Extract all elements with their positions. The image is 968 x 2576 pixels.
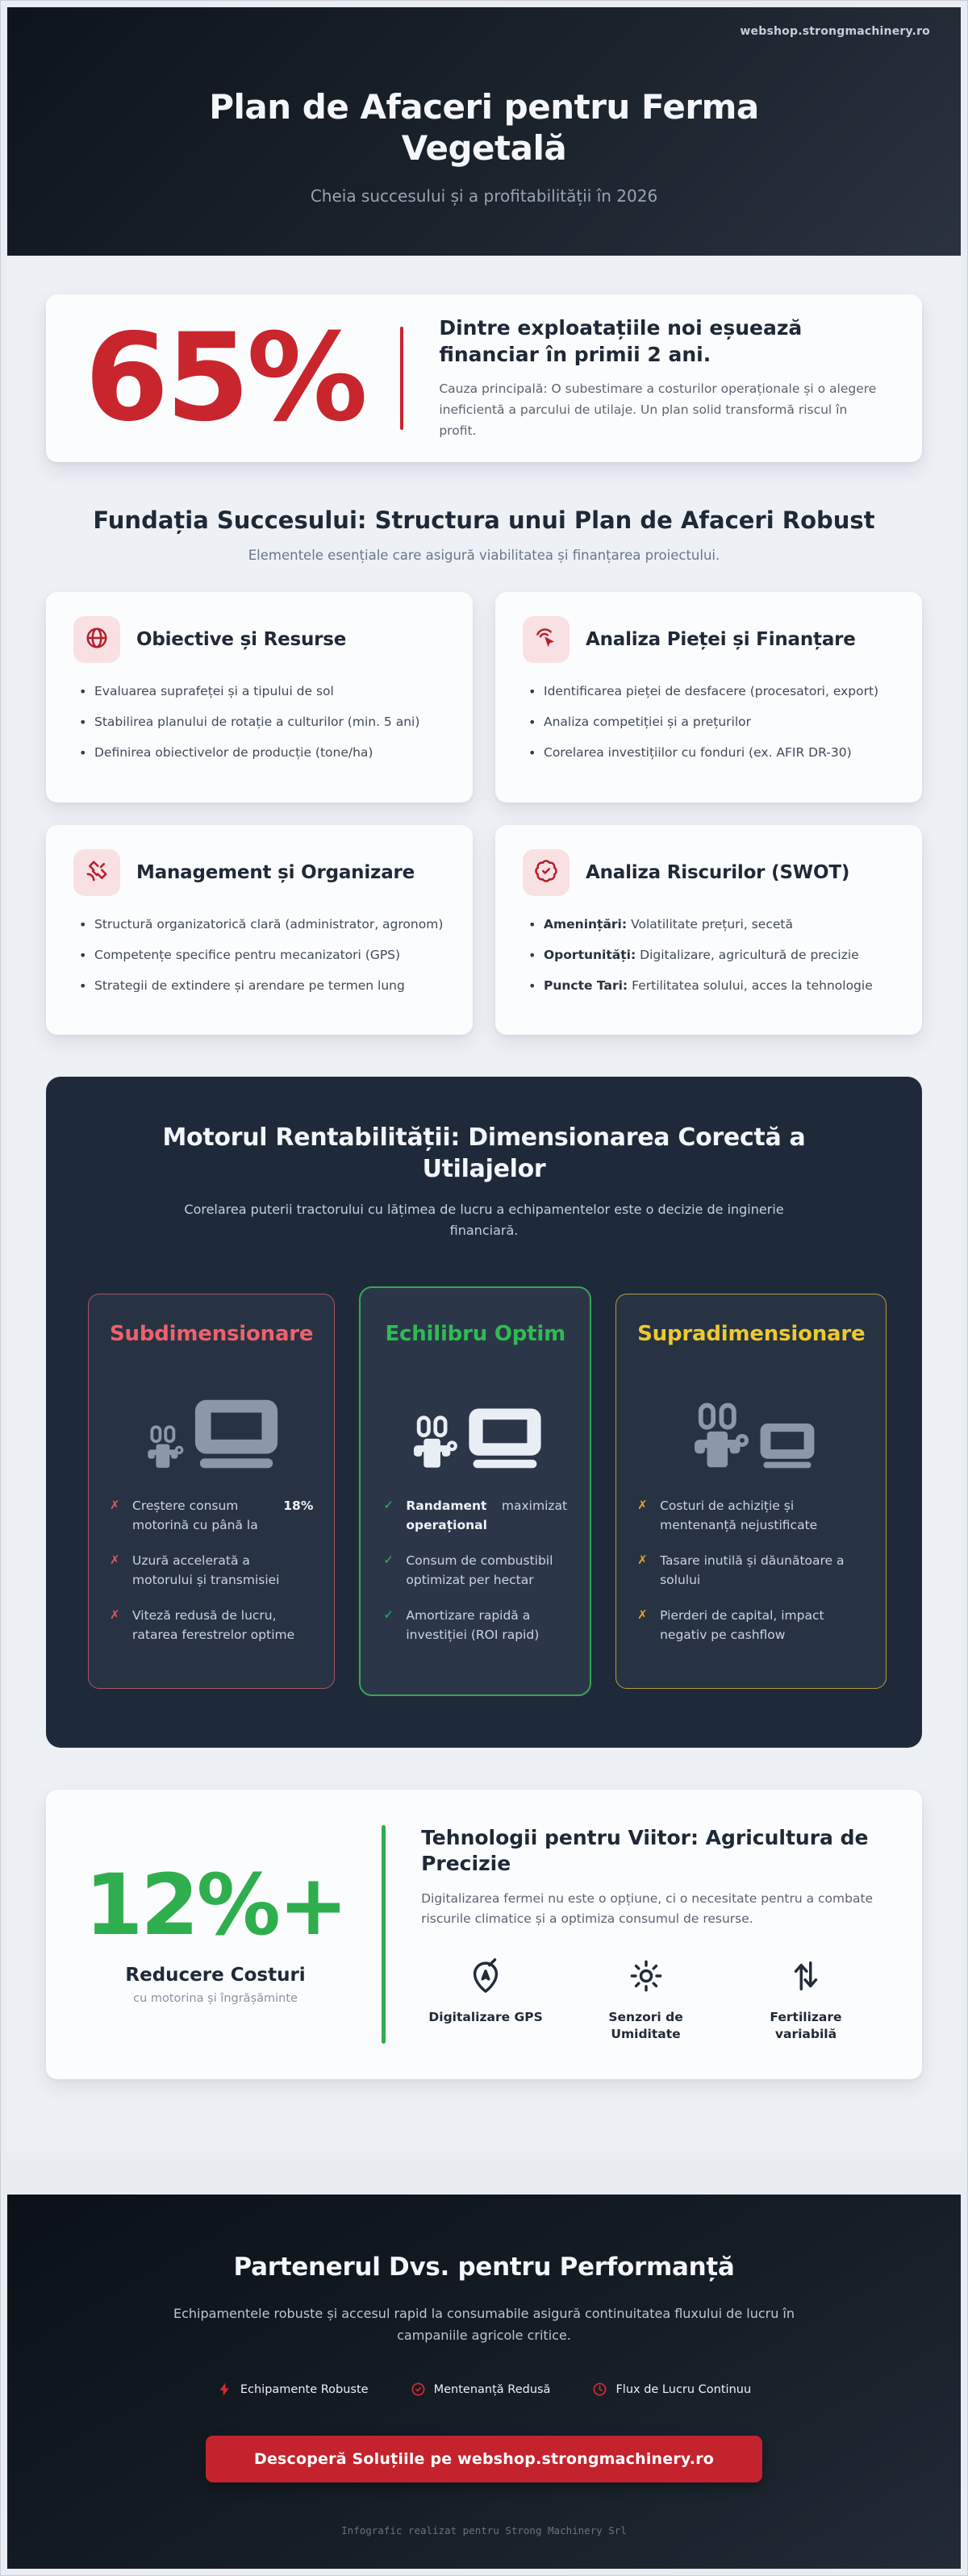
tech-features <box>421 1957 883 2044</box>
list-marker-icon <box>637 1496 650 1535</box>
engine-column-list <box>637 1496 865 1644</box>
equipment-monitor-icon <box>192 1398 281 1469</box>
stat-text-block <box>439 315 883 441</box>
equipment-monitor-icon <box>758 1422 816 1469</box>
engine-item-body <box>132 1606 313 1644</box>
card-title: Management și Organizare <box>136 861 415 883</box>
cta-button[interactable]: Descoperă Soluțiile pe webshop.strongmachinery.ro <box>206 2436 762 2482</box>
pointer-signal-icon <box>534 626 558 653</box>
card-title: Analiza Riscurilor (SWOT) <box>586 861 850 883</box>
badge-check-icon <box>534 859 558 886</box>
engine-column-list <box>110 1496 313 1644</box>
foundation-section-head <box>64 506 904 563</box>
bullet-strong: Oportunități: <box>544 947 636 962</box>
engine-list-item <box>110 1551 313 1590</box>
stat-heading: Dintre exploatațiile noi eșuează financiar în primii 2 ani. <box>439 316 803 366</box>
list-item <box>523 744 895 762</box>
tech-feature <box>741 1957 870 2044</box>
sizing-columns <box>81 1286 887 1696</box>
tractor-icon <box>142 1425 186 1469</box>
check-circle-icon <box>411 2382 426 2397</box>
tech-stat-label: Reducere Costuri <box>125 1965 306 1986</box>
main-content <box>7 256 961 2152</box>
engine-item-body <box>660 1606 865 1644</box>
tractor-equipment-icons <box>383 1370 567 1469</box>
engine-item-label <box>660 1551 865 1590</box>
foundation-card <box>46 592 473 802</box>
stat-value: 65% <box>85 308 365 449</box>
equipment-monitor-icon <box>466 1407 544 1469</box>
bullet-text: Analiza competiției și a prețurilor <box>544 715 751 730</box>
hero-header <box>7 7 961 256</box>
list-item <box>523 682 895 701</box>
card-header <box>73 616 445 663</box>
engine-item-label <box>660 1496 865 1535</box>
bullet-text: Fertilitatea solului, acces la tehnologie <box>632 978 873 994</box>
sizing-panel <box>46 1077 922 1747</box>
engine-item-text: Tasare inutilă și dăunătoare a solului <box>660 1553 845 1587</box>
list-item <box>523 713 895 732</box>
engine-column-title: Subdimensionare <box>110 1321 314 1346</box>
foundation-title: Fundația Succesului: Structura unui Plan de Afaceri Robust <box>93 506 875 535</box>
engine-item-body <box>406 1551 567 1590</box>
engine-list-item <box>383 1606 567 1644</box>
bullet-text: Digitalizare, agricultură de precizie <box>640 947 859 962</box>
clock-icon <box>592 2382 607 2397</box>
sizing-title: Motorul Rentabilității: Dimensionarea Corectă a Utilajelor <box>162 1123 806 1184</box>
tech-body: Digitalizarea fermei nu este o opțiune, ci o necesitate pentru a combate riscurile climatice și a optimiza consumul de resurse. <box>421 1890 874 1927</box>
tech-stat-sub: cu motorina și îngrășăminte <box>133 1992 298 2006</box>
tech-feature-label: Fertilizare variabilă <box>770 2009 842 2042</box>
list-item <box>73 682 445 701</box>
tech-stat-value: 12%+ <box>85 1856 347 1955</box>
page-subtitle: Cheia succesului și a profitabilității în 2026 <box>310 186 658 206</box>
tractor-icon <box>407 1415 460 1469</box>
list-item <box>73 915 445 934</box>
footer-body: Echipamentele robuste și accesul rapid la consumabile asigură continuitatea fluxului de lucru în campaniile agricole critice. <box>173 2305 795 2343</box>
tech-feature-label: Senzori de Umiditate <box>608 2009 683 2042</box>
list-item <box>523 946 895 965</box>
engine-item-body <box>406 1606 567 1644</box>
card-bullet-list <box>73 915 445 996</box>
engine-item-value: 18% <box>283 1498 314 1513</box>
engine-item-text: Amortizare rapidă a investiției (ROI rapid) <box>406 1607 540 1642</box>
engine-item-bold: Randament operațional <box>406 1498 487 1532</box>
engine-item-label <box>406 1551 567 1590</box>
engine-item-body <box>132 1496 313 1535</box>
engine-item-label <box>406 1606 567 1644</box>
card-bullet-list <box>73 682 445 763</box>
tech-feature <box>582 1957 711 2044</box>
tech-feature <box>421 1957 550 2044</box>
bullet-text: Strategii de extindere și arendare pe termen lung <box>94 978 405 994</box>
gps-pin-icon <box>467 1957 504 1998</box>
engine-list-item <box>110 1606 313 1644</box>
card-bullet-list <box>523 915 895 996</box>
card-header <box>523 616 895 663</box>
list-marker-icon <box>383 1496 396 1535</box>
list-marker-icon <box>110 1606 123 1644</box>
list-marker-icon <box>110 1551 123 1590</box>
footer-badge-label: Flux de Lucru Continuu <box>615 2382 752 2396</box>
bullet-text: Competențe specifice pentru mecanizatori (GPS) <box>94 947 401 962</box>
engine-list-item <box>637 1551 865 1590</box>
engine-list-item <box>383 1551 567 1590</box>
stat-divider <box>400 327 403 430</box>
card-icon-chip <box>523 849 570 896</box>
bullet-text: Identificarea pieței de desfacere (procesatori, export) <box>544 683 879 698</box>
engine-item-label <box>132 1551 313 1590</box>
page-title: Plan de Afaceri pentru Ferma Vegetală <box>209 87 759 169</box>
bullet-text: Volatilitate prețuri, secetă <box>631 916 793 932</box>
engine-item-body <box>132 1551 313 1590</box>
tech-heading: Tehnologii pentru Viitor: Agricultura de Precizie <box>421 1825 869 1876</box>
card-header <box>523 849 895 896</box>
engine-column <box>359 1286 591 1696</box>
engine-column <box>88 1294 335 1689</box>
engine-item-text: Pierderi de capital, impact negativ pe cashflow <box>660 1607 824 1642</box>
card-icon-chip <box>73 616 120 663</box>
engine-item-label <box>132 1496 269 1535</box>
engine-item-text: Consum de combustibil optimizat per hectar <box>406 1553 553 1587</box>
footer-badge-label: Mentenanță Redusă <box>433 2382 551 2396</box>
tractor-equipment-icons <box>110 1370 313 1469</box>
list-item <box>73 977 445 995</box>
tech-stat-block <box>85 1856 347 2006</box>
engine-column-title: Supradimensionare <box>637 1321 866 1346</box>
list-marker-icon <box>383 1606 396 1644</box>
engine-column-title: Echilibru Optim <box>385 1321 566 1346</box>
engine-item-text: Costuri de achiziție și mentenanță nejustificate <box>660 1498 818 1532</box>
list-marker-icon <box>637 1606 650 1644</box>
sizing-subtitle: Corelarea puterii tractorului cu lățimea de lucru a echipamentelor este o decizie de inginerie financiară. <box>184 1202 784 1238</box>
bullet-text: Definirea obiectivelor de producție (tone/ha) <box>94 745 373 761</box>
satellite-icon <box>85 859 109 886</box>
engine-list-item <box>637 1496 865 1535</box>
failure-stat-card <box>46 294 922 462</box>
infographic-page <box>1 1 967 2575</box>
tech-feature-label: Digitalizare GPS <box>428 2009 543 2024</box>
bullet-text: Structură organizatorică clară (administrator, agronom) <box>94 916 444 932</box>
humidity-sensor-icon <box>628 1957 665 1998</box>
engine-list-item <box>383 1496 567 1535</box>
bullet-text: Corelarea investițiilor cu fonduri (ex. AFIR DR-30) <box>544 745 852 761</box>
tractor-equipment-icons <box>637 1370 865 1469</box>
footer <box>7 2195 961 2569</box>
foundation-subtitle: Elementele esențiale care asigură viabilitatea și finanțarea proiectului. <box>248 547 720 563</box>
bullet-strong: Amenințări: <box>544 916 628 932</box>
engine-item-label <box>132 1606 313 1644</box>
variable-rate-icon <box>787 1957 824 1998</box>
engine-list-item <box>637 1606 865 1644</box>
engine-item-text: Creștere consum motorină cu până la <box>132 1498 258 1532</box>
footer-note: Infografic realizat pentru Strong Machinery Srl <box>341 2524 627 2536</box>
card-header <box>73 849 445 896</box>
bullet-text: Evaluarea suprafeței și a tipului de sol <box>94 683 334 698</box>
list-item <box>73 744 445 762</box>
foundation-cards-grid <box>46 592 922 1036</box>
engine-item-body <box>660 1496 865 1535</box>
tractor-icon <box>686 1403 752 1469</box>
engine-list-item <box>110 1496 313 1535</box>
engine-item-text: Uzură accelerată a motorului și transmisiei <box>132 1553 280 1587</box>
card-title: Obiective și Resurse <box>136 628 347 650</box>
list-item <box>73 946 445 965</box>
engine-column-list <box>383 1496 567 1644</box>
card-title: Analiza Pieței și Finanțare <box>586 628 856 650</box>
foundation-card <box>46 825 473 1036</box>
card-bullet-list <box>523 682 895 763</box>
engine-item-body <box>660 1551 865 1590</box>
foundation-card <box>495 592 922 802</box>
list-marker-icon <box>110 1496 123 1535</box>
footer-badge <box>217 2382 369 2397</box>
tech-text-block <box>421 1825 883 2045</box>
bullet-strong: Puncte Tari: <box>544 978 628 994</box>
list-item <box>523 915 895 934</box>
card-icon-chip <box>523 616 570 663</box>
engine-item-text: Viteză redusă de lucru, ratarea ferestrelor optime <box>132 1607 295 1642</box>
list-item <box>73 713 445 732</box>
footer-badge <box>592 2382 751 2397</box>
foundation-card <box>495 825 922 1036</box>
footer-title: Partenerul Dvs. pentru Performanță <box>233 2252 735 2282</box>
footer-badges <box>72 2382 896 2397</box>
bullet-text: Stabilirea planului de rotație a culturilor (min. 5 ani) <box>94 715 420 730</box>
globe-icon <box>85 626 109 653</box>
list-marker-icon <box>637 1551 650 1590</box>
tech-divider <box>382 1825 386 2045</box>
engine-item-label <box>660 1606 865 1644</box>
precision-tech-card <box>46 1790 922 2080</box>
engine-item-body <box>406 1496 567 1535</box>
footer-badge <box>411 2382 551 2397</box>
list-item <box>523 977 895 995</box>
card-icon-chip <box>73 849 120 896</box>
site-url: webshop.strongmachinery.ro <box>740 25 930 38</box>
list-marker-icon <box>383 1551 396 1590</box>
lightning-icon <box>217 2382 232 2397</box>
footer-badge-label: Echipamente Robuste <box>240 2382 369 2396</box>
stat-body: Cauza principală: O subestimare a costurilor operaționale și o alegere ineficientă a parcului de utilaje. Un plan solid transformă riscul în profit. <box>439 381 877 438</box>
engine-item-label <box>406 1496 487 1535</box>
engine-item-value: maximizat <box>501 1498 568 1513</box>
engine-column <box>615 1294 887 1689</box>
